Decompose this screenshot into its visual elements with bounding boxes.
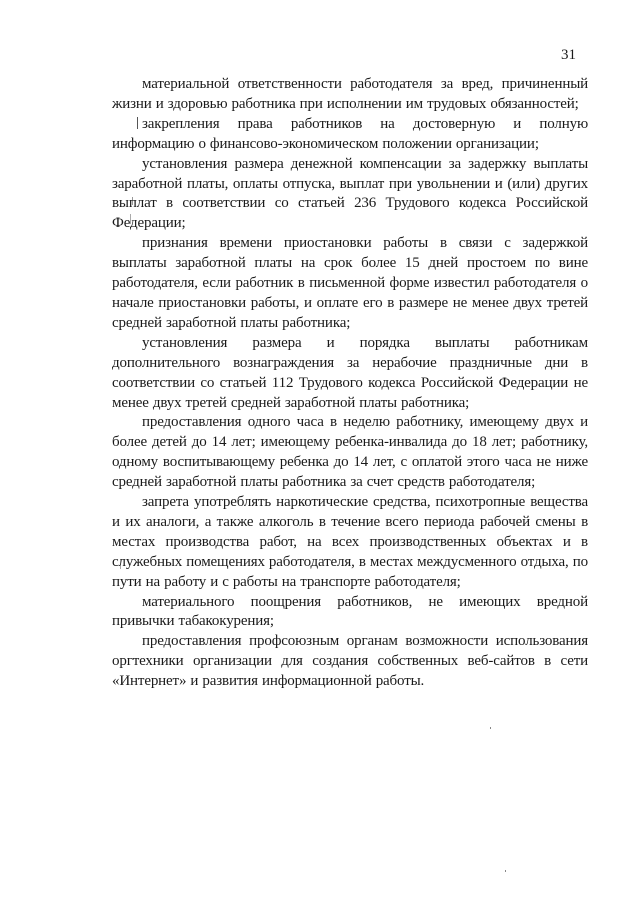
paragraph-right-to-information: закрепления права работников на достоверную и полную информацию о финансово-экономическом положении организации; xyxy=(112,115,588,152)
paragraph-hour-for-parents: предоставления одного часа в неделю работнику, имеющему двух и более детей до 14 лет; имеющему ребенка-инвалида до 18 лет; работнику, одному воспитывающему ребенка до 14 лет, с оплатой этого часа не ниже средней заработной платы работника за счет средств работодателя; xyxy=(112,414,588,491)
scan-speck xyxy=(505,870,506,872)
paragraph-union-equipment: предоставления профсоюзным органам возможности использования оргтехники организации для создания собственных веб-сайтов в сети «Интернет» и развития информационной работы. xyxy=(112,633,588,690)
paragraph-work-suspension: признания времени приостановки работы в связи с задержкой выплаты заработной платы на срок более 15 дней простоем по вине работодателя, если работник в письменной форме известил работодателя о начале приостановки работы, и оплате его в размере не менее двух третей средней заработной платы работника; xyxy=(112,235,588,331)
paragraph-compensation-for-delay: установления размера денежной компенсации за задержку выплаты заработной платы, оплаты отпуска, выплат при увольнении и (или) других выплат в соответствии со статьей 236 Трудового кодекса Российской Федерации; xyxy=(112,155,588,232)
page-number: 31 xyxy=(561,47,576,63)
document-body xyxy=(112,75,588,692)
paragraph-substance-ban: запрета употреблять наркотические средства, психотропные вещества и их аналоги, а также алкоголь в течение всего периода рабочей смены в местах производства работ, на всех производственных объектах и в служебных помещениях работодателя, в местах междусменного отдыха, по пути на работу и с работы на транспорте работодателя; xyxy=(112,494,588,590)
paragraph-material-liability: материальной ответственности работодателя за вред, причиненный жизни и здоровью работника при исполнении им трудовых обязанностей; xyxy=(112,76,588,112)
paragraph-non-smoker-incentive: материального поощрения работников, не имеющих вредной привычки табакокурения; xyxy=(112,593,588,630)
paragraph-holiday-remuneration: установления размера и порядка выплаты работникам дополнительного вознаграждения за нерабочие праздничные дни в соответствии со статьей 112 Трудового кодекса Российской Федерации не менее двух третей средней заработной платы работника; xyxy=(112,334,588,411)
scan-speck xyxy=(490,727,491,729)
